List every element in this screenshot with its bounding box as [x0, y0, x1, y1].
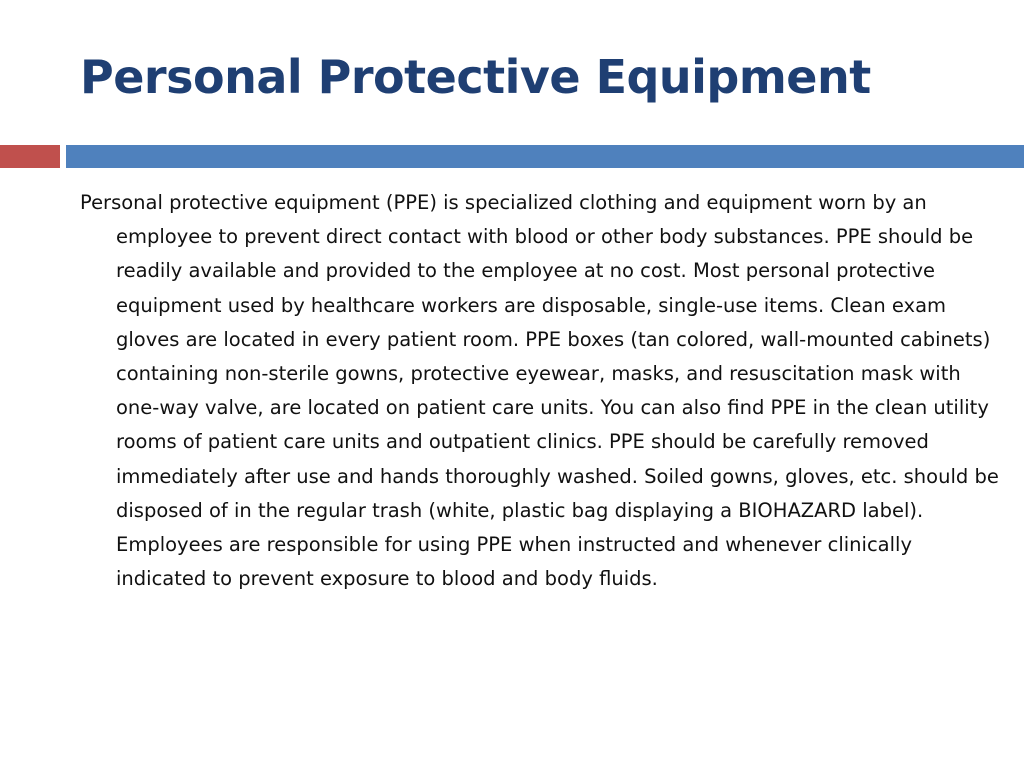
- accent-bar-red: [0, 145, 60, 168]
- accent-bar-blue: [66, 145, 1024, 168]
- slide-body-text: Personal protective equipment (PPE) is specialized clothing and equipment worn by an employee to prevent direct contact with blood or other body substances. PPE should be readily available and provided to the employee at no cost. Most personal protective equipment used by healthcare workers are disposable, single-use items. Clean exam gloves are located in every patient room. PPE boxes (tan colored, wall-mounted cabinets) containing non-sterile gowns, protective eyewear, masks, and resuscitation mask with one-way valve, are located on patient care units. You can also find PPE in the clean utility rooms of patient care units and outpatient clinics. PPE should be carefully removed immediately after use and hands thoroughly washed. Soiled gowns, gloves, etc. should be disposed of in the regular trash (white, plastic bag displaying a BIOHAZARD label). Employees are responsible for using PPE when instructed and whenever clinically indicated to prevent exposure to blood and body fluids.: [80, 191, 999, 591]
- slide-title: Personal Protective Equipment: [80, 50, 871, 104]
